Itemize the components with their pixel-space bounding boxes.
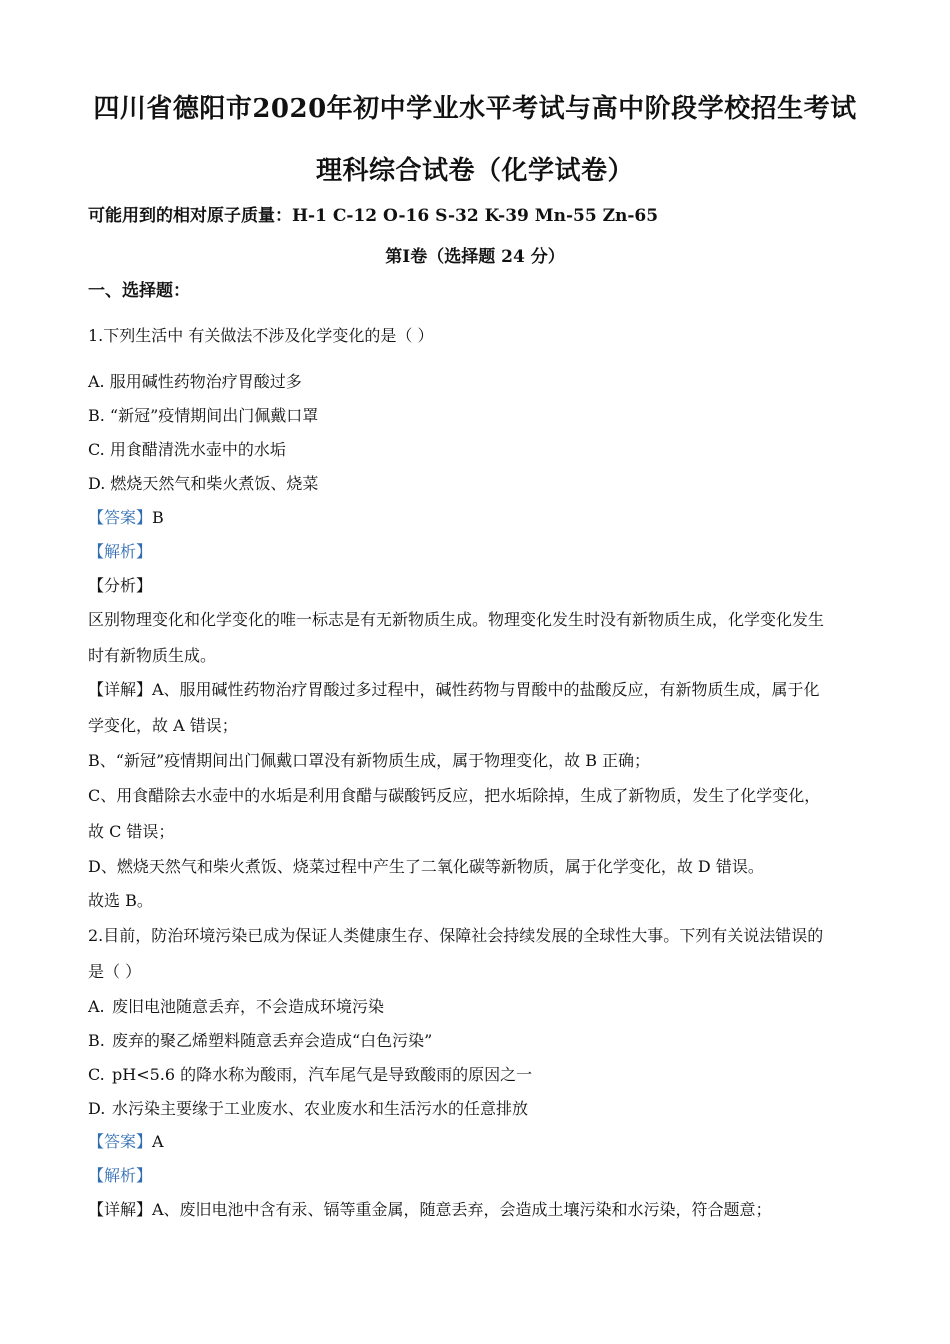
q1-fenxi-line1: 区别物理变化和化学变化的唯一标志是有无新物质生成。物理变化发生时没有新物质生成，化学变化发生 (88, 610, 825, 629)
q2-answer (88, 1132, 878, 1152)
answer-value: A (152, 1132, 164, 1151)
q1-analysis-tag: 【解析】 (88, 542, 153, 561)
option-letter: B. (88, 1031, 105, 1050)
option-letter: A. (88, 997, 105, 1016)
q2-stem-line2: 是（ ） (88, 962, 142, 981)
option-letter: D. (88, 1099, 106, 1118)
atomic-mass-line: 可能用到的相对原子质量：H-1 C-12 O-16 S-32 K-39 Mn-55 Zn-65 (88, 206, 659, 226)
q2-option-d (88, 1099, 878, 1119)
exam-title: 四川省德阳市2020年初中学业水平考试与高中阶段学校招生考试 (93, 94, 857, 124)
q1-answer (88, 508, 878, 528)
q2-option-b (88, 1031, 878, 1051)
q1-option-a: A. 服用碱性药物治疗胃酸过多 (88, 372, 302, 391)
part-title: 第Ⅰ卷（选择题 24 分） (385, 247, 565, 267)
q2-stem-line1: 2.目前，防治环境污染已成为保证人类健康生存、保障社会持续发展的全球性大事。下列有关说法错误的 (88, 926, 824, 945)
option-text: pH<5.6 的降水称为酸雨，汽车尾气是导致酸雨的原因之一 (112, 1065, 533, 1084)
q1-conclusion: 故选 B。 (88, 891, 153, 910)
q1-option-c: C. 用食醋清洗水壶中的水垢 (88, 440, 286, 459)
q1-stem: 1.下列生活中 有关做法不涉及化学变化的是（ ） (88, 326, 434, 345)
q1-option-b: B. “新冠”疫情期间出门佩戴口罩 (88, 406, 319, 425)
q1-detail-line2: 学变化，故 A 错误； (88, 716, 238, 735)
q1-detail-line6: D、燃烧天然气和柴火煮饭、烧菜过程中产生了二氧化碳等新物质，属于化学变化，故 D 错误。 (88, 857, 764, 876)
section-title: 一、选择题： (88, 281, 190, 301)
q1-detail-line4: C、用食醋除去水壶中的水垢是利用食醋与碳酸钙反应，把水垢除掉，生成了新物质，发生了化学变化， (88, 786, 821, 805)
exam-subtitle: 理科综合试卷（化学试卷） (315, 156, 634, 186)
q1-option-d: D. 燃烧天然气和柴火煮饭、烧菜 (88, 474, 319, 493)
q1-detail-line5: 故 C 错误； (88, 822, 175, 841)
q2-option-c (88, 1065, 878, 1085)
q1-fenxi-tag: 【分析】 (88, 576, 153, 595)
q2-analysis-tag: 【解析】 (88, 1166, 153, 1185)
option-letter: C. (88, 1065, 105, 1084)
answer-tag: 【答案】 (88, 508, 153, 527)
option-text: 水污染主要缘于工业废水、农业废水和生活污水的任意排放 (112, 1099, 529, 1118)
option-text: 废弃的聚乙烯塑料随意丢弃会造成“白色污染” (112, 1031, 433, 1050)
option-text: 废旧电池随意丢弃，不会造成环境污染 (112, 997, 385, 1016)
answer-tag: 【答案】 (88, 1132, 153, 1151)
q1-detail-line1: 【详解】A、服用碱性药物治疗胃酸过多过程中，碱性药物与胃酸中的盐酸反应，有新物质生成，属于化 (88, 680, 820, 699)
answer-value: B (152, 508, 164, 527)
q2-detail-line1: 【详解】A、废旧电池中含有汞、镉等重金属，随意丢弃，会造成土壤污染和水污染，符合题意； (88, 1200, 772, 1219)
q1-detail-line3: B、“新冠”疫情期间出门佩戴口罩没有新物质生成，属于物理变化，故 B 正确； (88, 751, 651, 770)
q2-option-a (88, 997, 878, 1017)
q1-fenxi-line2: 时有新物质生成。 (88, 646, 217, 665)
